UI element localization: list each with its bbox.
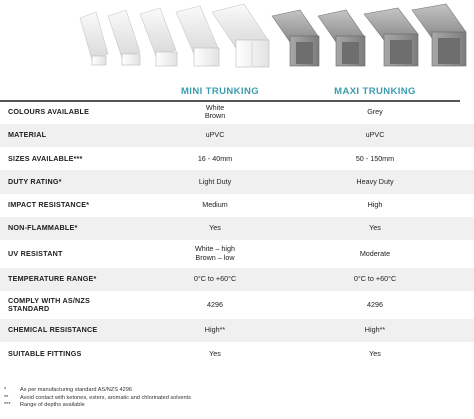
- table-row-standard: [0, 291, 474, 319]
- product-hero: [0, 0, 474, 72]
- maxi-trunking-piece-1: [272, 10, 319, 66]
- table-row-uv: [0, 240, 474, 268]
- mini-value: White – high Brown – low: [195, 244, 235, 262]
- row-label: UV RESISTANT: [8, 248, 63, 258]
- maxi-value: Yes: [369, 223, 381, 233]
- maxi-value: High**: [364, 325, 386, 335]
- maxi-value: Grey: [367, 106, 383, 116]
- row-label: COLOURS AVAILABLE: [8, 106, 90, 116]
- footnote-symbol: *: [4, 387, 7, 393]
- row-label: TEMPERATURE RANGE*: [8, 274, 97, 284]
- footnotes: [4, 387, 464, 410]
- maxi-value: Yes: [369, 348, 381, 358]
- table-row-sizes: [0, 147, 474, 170]
- mini-value: High**: [204, 325, 226, 335]
- maxi-value: High: [367, 199, 383, 209]
- mini-value: 4296: [207, 299, 223, 309]
- mini-value: Light Duty: [198, 176, 232, 186]
- mini-value: Yes: [209, 348, 221, 358]
- maxi-value: 50 - 150mm: [355, 153, 395, 163]
- footnote-text: As per manufacturing standard AS/NZS 4296: [20, 387, 132, 393]
- footnote-text: Avoid contact with ketones, esters, aromatic and chlorinated solvents: [20, 394, 191, 401]
- table-row-flammable: [0, 217, 474, 240]
- footnote-text: Range of depths available: [20, 402, 85, 409]
- mini-trunking-piece-1: [80, 12, 108, 65]
- row-label: MATERIAL: [8, 130, 47, 140]
- maxi-value: Moderate: [359, 248, 391, 258]
- maxi-trunking-piece-3: [364, 8, 418, 66]
- table-row-chemical: [0, 319, 474, 342]
- row-label: DUTY RATING*: [8, 176, 62, 186]
- mini-value: White Brown: [204, 102, 226, 120]
- row-label: NON-FLAMMABLE*: [8, 223, 78, 233]
- maxi-trunking-heading: MAXI TRUNKING: [334, 86, 416, 97]
- table-row-temperature: [0, 268, 474, 291]
- table-row-material: [0, 124, 474, 147]
- footnote-symbol: **: [4, 394, 9, 401]
- mini-trunking-heading: MINI TRUNKING: [180, 86, 260, 97]
- maxi-trunking-piece-2: [318, 10, 365, 66]
- row-label: SUITABLE FITTINGS: [8, 348, 82, 358]
- mini-trunking-piece-4: [176, 6, 219, 66]
- maxi-value: Heavy Duty: [356, 176, 394, 186]
- footnote: [4, 395, 464, 403]
- row-label: IMPACT RESISTANCE*: [8, 199, 90, 209]
- table-row-fittings: [0, 342, 474, 365]
- row-label: SIZES AVAILABLE***: [8, 153, 83, 163]
- maxi-value: uPVC: [365, 130, 385, 140]
- trunking-products-illustration: [0, 0, 474, 72]
- mini-value: Yes: [209, 223, 221, 233]
- mini-trunking-piece-5: [212, 4, 269, 67]
- row-label: COMPLY WITH AS/NZS STANDARD: [8, 295, 91, 314]
- mini-value: Medium: [202, 199, 228, 209]
- maxi-value: 0°C to +60°C: [353, 274, 397, 284]
- table-row-duty: [0, 170, 474, 193]
- table-row-impact: [0, 194, 474, 217]
- footnote: [4, 402, 464, 410]
- maxi-trunking-piece-4: [412, 4, 466, 66]
- mini-trunking-piece-3: [140, 8, 177, 66]
- comparison-table: [0, 100, 474, 366]
- maxi-value: 4296: [367, 299, 383, 309]
- footnote-symbol: ***: [4, 402, 11, 409]
- row-label: CHEMICAL RESISTANCE: [8, 325, 98, 335]
- mini-value: 0°C to +60°C: [193, 274, 237, 284]
- mini-trunking-piece-2: [108, 10, 140, 65]
- mini-value: uPVC: [205, 130, 225, 140]
- footnote: [4, 387, 464, 395]
- mini-value: 16 - 40mm: [197, 153, 233, 163]
- table-row-colours: [0, 100, 474, 124]
